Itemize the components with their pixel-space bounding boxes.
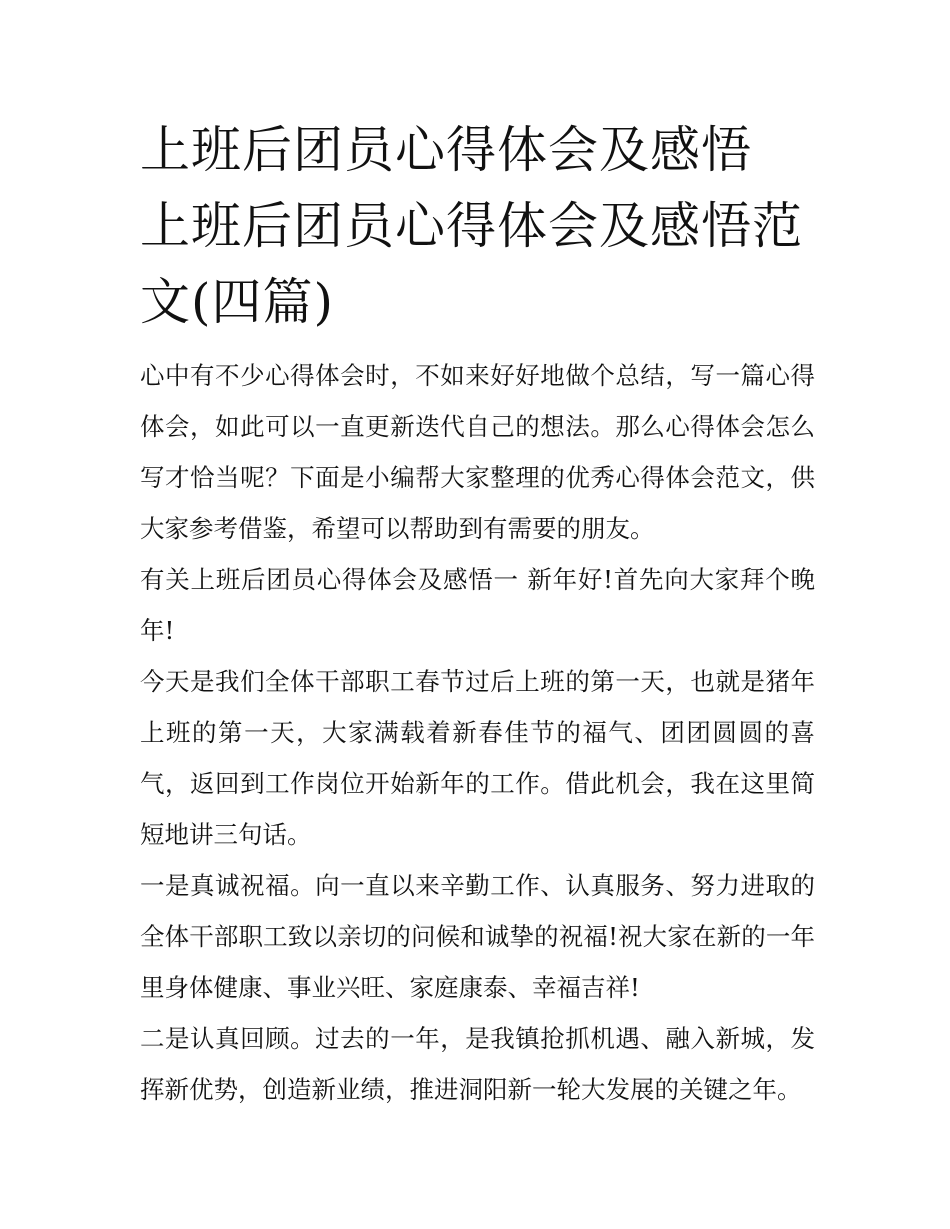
document-title: 上班后团员心得体会及感悟 上班后团员心得体会及感悟范文(四篇) [140, 121, 803, 331]
paragraph-intro: 心中有不少心得体会时，不如来好好地做个总结，写一篇心得体会，如此可以一直更新迭代自己的想法。那么心得体会怎么写才恰当呢？下面是小编帮大家整理的优秀心得体会范文，供大家参考借鉴，希望可以帮助到有需要的朋友。 [140, 361, 815, 543]
paragraph-first-day: 今天是我们全体干部职工春节过后上班的第一天，也就是猪年上班的第一天，大家满载着新春佳节的福气、团团圆圆的喜气，返回到工作岗位开始新年的工作。借此机会，我在这里简短地讲三句话。 [140, 667, 815, 849]
document-body [140, 112, 815, 1115]
paragraph-point-two: 二是认真回顾。过去的一年，是我镇抢抓机遇、融入新城，发挥新优势，创造新业绩，推进洞阳新一轮大发展的关键之年。 [140, 1024, 815, 1104]
paragraph-point-one: 一是真诚祝福。向一直以来辛勤工作、认真服务、努力进取的全体干部职工致以亲切的问候和诚挚的祝福!祝大家在新的一年里身体健康、事业兴旺、家庭康泰、幸福吉祥! [140, 871, 815, 1002]
paragraph-section-heading: 有关上班后团员心得体会及感悟一 新年好!首先向大家拜个晚年! [140, 565, 815, 645]
